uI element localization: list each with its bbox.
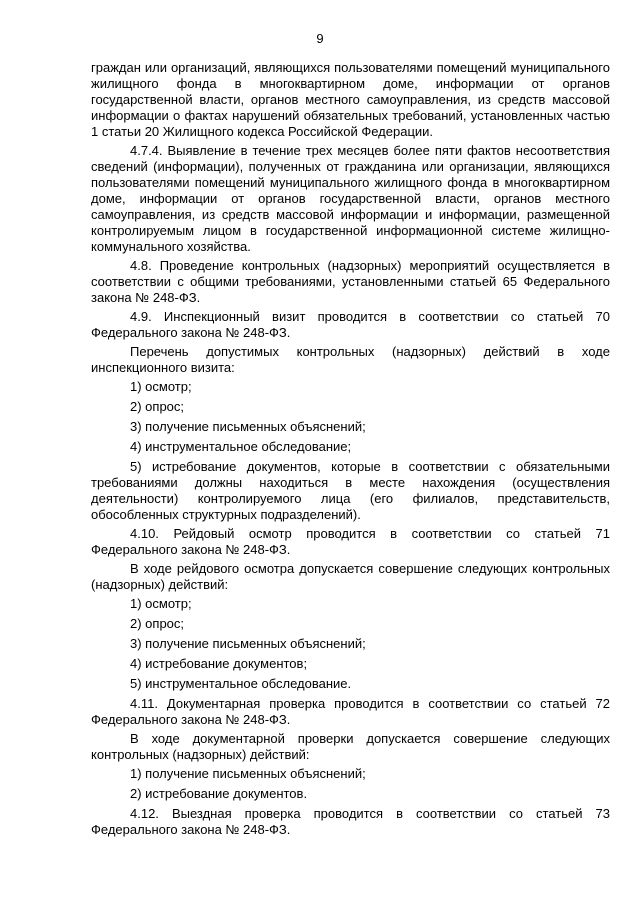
- paragraph-continuation: граждан или организаций, являющихся пользователями помещений муниципального жилищного фонда в многоквартирном доме, информации от органов государственной власти, органов местного самоуправления, из средств массовой информации о фактах нарушений обязательных требований, установленных частью 1 статьи 20 Жилищного кодекса Российской Федерации.: [91, 60, 610, 139]
- paragraph-4-10: 4.10. Рейдовый осмотр проводится в соответствии со статьей 71 Федерального закона № 248-ФЗ.: [91, 526, 610, 557]
- list-item: 4) инструментальное обследование;: [130, 439, 352, 454]
- paragraph-4-9: 4.9. Инспекционный визит проводится в соответствии со статьей 70 Федерального закона № 248-ФЗ.: [91, 309, 610, 340]
- paragraph-4-12: 4.12. Выездная проверка проводится в соответствии со статьей 73 Федерального закона № 248-ФЗ.: [91, 806, 610, 837]
- list-item: 5) инструментальное обследование.: [130, 676, 352, 691]
- list-item: 2) истребование документов.: [130, 786, 308, 801]
- list-item: 2) опрос;: [130, 399, 185, 414]
- list-item-long: 5) истребование документов, которые в соответствии с обязательными требованиями должны находиться в месте нахождения (осуществления деятельности) контролируемого лица (его филиалов, представительств, обособленных структурных подразделений).: [91, 459, 610, 522]
- list-item: 1) осмотр;: [130, 596, 192, 611]
- page-number: 9: [316, 31, 324, 46]
- paragraph-documentary-actions-intro: В ходе документарной проверки допускается совершение следующих контрольных (надзорных) действий:: [91, 731, 610, 762]
- paragraph-4-11: 4.11. Документарная проверка проводится в соответствии со статьей 72 Федерального закона № 248-ФЗ.: [91, 696, 610, 727]
- list-item: 2) опрос;: [130, 616, 185, 631]
- paragraph-raid-actions-intro: В ходе рейдового осмотра допускается совершение следующих контрольных (надзорных) действий:: [91, 561, 610, 592]
- paragraph-inspection-actions-intro: Перечень допустимых контрольных (надзорных) действий в ходе инспекционного визита:: [91, 344, 610, 375]
- list-item: 3) получение письменных объяснений;: [130, 419, 366, 434]
- list-item: 4) истребование документов;: [130, 656, 308, 671]
- list-item: 3) получение письменных объяснений;: [130, 636, 366, 651]
- document-body: [91, 60, 610, 841]
- paragraph-4-7-4: 4.7.4. Выявление в течение трех месяцев более пяти фактов несоответствия сведений (информации), полученных от гражданина или организации, являющихся пользователями помещений муниципального жилищного фонда в многоквартирном доме, информации от органов государственной власти, органов местного самоуправления, из средств массовой информации и информации, размещенной контролируемым лицом в государственной информационной системе жилищно-коммунального хозяйства.: [91, 143, 610, 254]
- paragraph-4-8: 4.8. Проведение контрольных (надзорных) мероприятий осуществляется в соответствии с общими требованиями, установленными статьей 65 Федерального закона № 248-ФЗ.: [91, 258, 610, 305]
- list-item: 1) осмотр;: [130, 379, 192, 394]
- list-item: 1) получение письменных объяснений;: [130, 766, 366, 781]
